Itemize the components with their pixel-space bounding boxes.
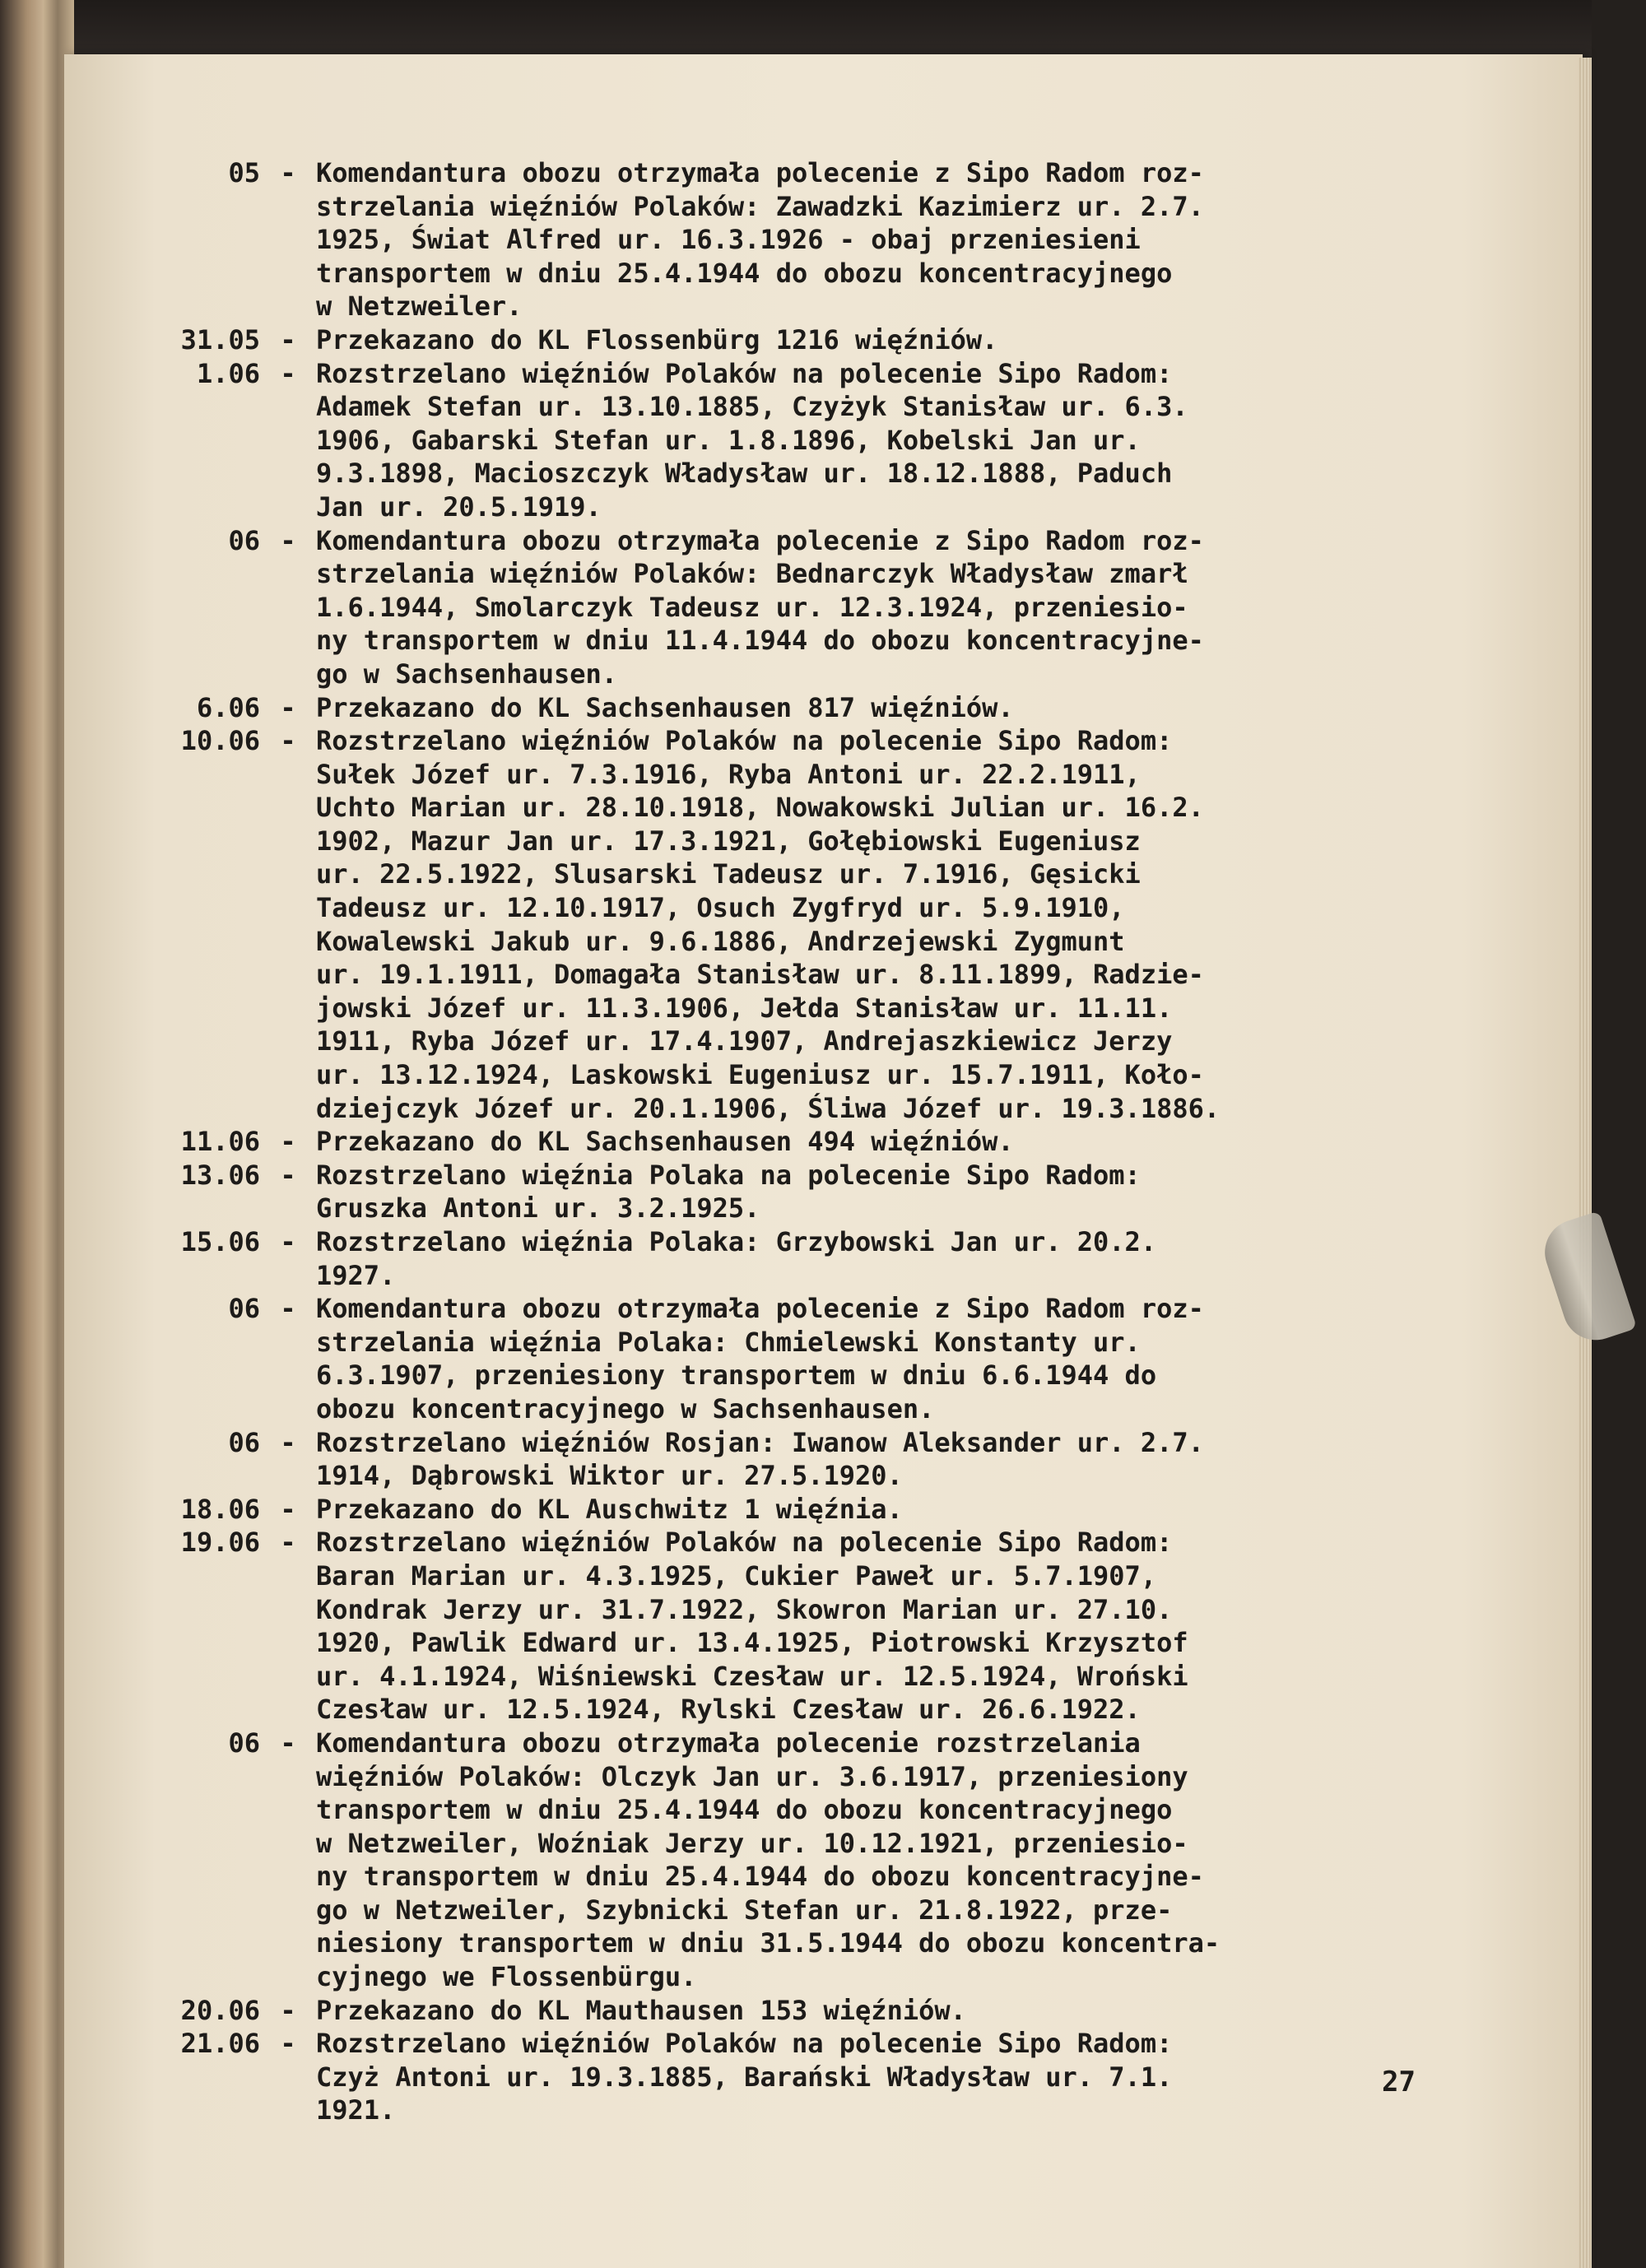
entry-text-line: Czyż Antoni ur. 19.3.1885, Barański Władysław ur. 7.1. (316, 2061, 1173, 2093)
entry-date: 6.06 (196, 691, 260, 723)
entry-dash: - (280, 524, 296, 556)
entry-text-line: 1921. (316, 2094, 396, 2126)
entry-dash: - (280, 357, 296, 389)
entry-dash: - (280, 2028, 296, 2060)
entry-text-line: Komendantura obozu otrzymała polecenie z Sipo Radom roz- (316, 1293, 1204, 1325)
entry-text-line: Przekazano do KL Auschwitz 1 więźnia. (316, 1493, 903, 1525)
entry-text-line: cyjnego we Flossenbürgu. (316, 1961, 697, 1993)
entry-date: 31.05 (180, 323, 260, 356)
entry-text-line: ur. 22.5.1922, Slusarski Tadeusz ur. 7.1916, Gęsicki (316, 858, 1141, 890)
entry-date: 13.06 (180, 1159, 260, 1191)
entry-dash: - (280, 1493, 296, 1525)
entry-text-line: 1927. (316, 1259, 396, 1291)
entry-date: 06 (228, 1426, 260, 1458)
entry-text-line: go w Netzweiler, Szybnicki Stefan ur. 21.8.1922, prze- (316, 1894, 1173, 1926)
chronology-entry (0, 1159, 1646, 1225)
entry-text-line: Kowalewski Jakub ur. 9.6.1886, Andrzejewski Zygmunt (316, 925, 1125, 957)
scan-background-top (74, 0, 1646, 56)
entry-text (316, 1125, 1411, 1159)
entry-text-line: Przekazano do KL Sachsenhausen 494 więźniów. (316, 1126, 1014, 1158)
entry-text-line: 6.3.1907, przeniesiony transportem w dniu 6.6.1944 do (316, 1359, 1157, 1392)
entry-date: 20.06 (180, 1994, 260, 2026)
entry-text-line: strzelania więźniów Polaków: Bednarczyk Władysław zmarł (316, 558, 1188, 590)
chronology-entry (0, 156, 1646, 323)
entry-text-line: 1902, Mazur Jan ur. 17.3.1921, Gołębiowski Eugeniusz (316, 825, 1141, 857)
entry-date: 05 (228, 157, 260, 188)
entry-dash: - (280, 1226, 296, 1257)
entry-text (316, 2027, 1411, 2127)
entry-text-line: 1.6.1944, Smolarczyk Tadeusz ur. 12.3.1924, przeniesio- (316, 591, 1188, 623)
entry-text-line: Przekazano do KL Flossenbürg 1216 więźniów. (316, 323, 998, 356)
entry-text-line: go w Sachsenhausen. (316, 658, 618, 690)
entry-text-line: Tadeusz ur. 12.10.1917, Osuch Zygfryd ur. 5.9.1910, (316, 892, 1125, 924)
entry-date: 15.06 (180, 1226, 260, 1257)
chronology-entry (0, 1526, 1646, 1727)
entry-text-line: Rozstrzelano więźnia Polaka na polecenie Sipo Radom: (316, 1159, 1141, 1191)
entry-text-line: 1920, Pawlik Edward ur. 13.4.1925, Piotrowski Krzysztof (316, 1627, 1188, 1659)
entry-text-line: Uchto Marian ur. 28.10.1918, Nowakowski Julian ur. 16.2. (316, 792, 1204, 824)
entry-date: 10.06 (180, 725, 260, 757)
entry-text-line: ur. 13.12.1924, Laskowski Eugeniusz ur. 15.7.1911, Koło- (316, 1059, 1204, 1091)
entry-dash: - (280, 1159, 296, 1191)
entry-text-line: Komendantura obozu otrzymała polecenie z Sipo Radom roz- (316, 524, 1204, 556)
entry-dash: - (280, 1994, 296, 2026)
entry-dash: - (280, 323, 296, 356)
chronology-entry (0, 1994, 1646, 2028)
entry-text-line: Adamek Stefan ur. 13.10.1885, Czyżyk Stanisław ur. 6.3. (316, 391, 1188, 423)
chronology-entry (0, 1225, 1646, 1292)
entry-text (316, 323, 1411, 357)
entry-text-line: jowski Józef ur. 11.3.1906, Jełda Stanisław ur. 11.11. (316, 992, 1173, 1024)
chronology-entry (0, 1727, 1646, 1994)
entry-text-line: Czesław ur. 12.5.1924, Rylski Czesław ur. 26.6.1922. (316, 1694, 1141, 1726)
entry-text (316, 724, 1411, 1125)
entry-date: 06 (228, 1727, 260, 1759)
chronology-entry (0, 691, 1646, 725)
entry-text (316, 1225, 1411, 1292)
entry-text-line: dziejczyk Józef ur. 20.1.1906, Śliwa Józef ur. 19.3.1886. (316, 1092, 1221, 1124)
entry-text (316, 156, 1411, 323)
entry-text (316, 1159, 1411, 1225)
entry-text-line: obozu koncentracyjnego w Sachsenhausen. (316, 1392, 935, 1424)
entry-text-line: więźniów Polaków: Olczyk Jan ur. 3.6.1917, przeniesiony (316, 1760, 1188, 1792)
chronology-entry (0, 1426, 1646, 1493)
chronology-entry (0, 1292, 1646, 1425)
entry-dash: - (280, 691, 296, 723)
entry-text-line: Rozstrzelano więźniów Polaków na polecenie Sipo Radom: (316, 357, 1173, 389)
page-number: 27 (1382, 2066, 1416, 2098)
entry-text (316, 1493, 1411, 1527)
chronology-entry (0, 323, 1646, 357)
entry-text-line: transportem w dniu 25.4.1944 do obozu koncentracyjnego (316, 257, 1173, 289)
entry-text (316, 357, 1411, 524)
entry-date: 06 (228, 1293, 260, 1325)
entry-dash: - (280, 157, 296, 188)
entry-dash: - (280, 1426, 296, 1458)
entry-text-line: strzelania więźniów Polaków: Zawadzki Kazimierz ur. 2.7. (316, 190, 1204, 222)
entry-text-line: Rozstrzelano więźniów Polaków na polecenie Sipo Radom: (316, 725, 1173, 757)
chronology-entries (0, 156, 1646, 2127)
entry-text-line: 1906, Gabarski Stefan ur. 1.8.1896, Kobelski Jan ur. (316, 424, 1141, 456)
entry-text-line: Przekazano do KL Mauthausen 153 więźniów. (316, 1994, 966, 2026)
chronology-entry (0, 1125, 1646, 1159)
entry-text-line: ny transportem w dniu 25.4.1944 do obozu koncentracyjne- (316, 1861, 1204, 1893)
entry-text-line: Rozstrzelano więźniów Polaków na polecenie Sipo Radom: (316, 1527, 1173, 1559)
entry-text (316, 1426, 1411, 1493)
entry-text-line: Sułek Józef ur. 7.3.1916, Ryba Antoni ur. 22.2.1911, (316, 758, 1141, 790)
entry-date: 21.06 (180, 2028, 260, 2060)
entry-text-line: 1914, Dąbrowski Wiktor ur. 27.5.1920. (316, 1460, 903, 1492)
chronology-entry (0, 524, 1646, 691)
entry-text (316, 691, 1411, 725)
entry-text-line: strzelania więźnia Polaka: Chmielewski Konstanty ur. (316, 1326, 1141, 1358)
entry-text-line: w Netzweiler. (316, 290, 523, 323)
entry-text-line: 1911, Ryba Józef ur. 17.4.1907, Andrejaszkiewicz Jerzy (316, 1025, 1173, 1057)
entry-text-line: ur. 19.1.1911, Domagała Stanisław ur. 8.11.1899, Radzie- (316, 959, 1204, 991)
entry-text-line: Kondrak Jerzy ur. 31.7.1922, Skowron Marian ur. 27.10. (316, 1593, 1173, 1625)
entry-date: 19.06 (180, 1527, 260, 1559)
entry-date: 06 (228, 524, 260, 556)
entry-text (316, 1526, 1411, 1727)
entry-text-line: Jan ur. 20.5.1919. (316, 490, 602, 523)
entry-dash: - (280, 1293, 296, 1325)
entry-text (316, 1292, 1411, 1425)
entry-date: 18.06 (180, 1493, 260, 1525)
entry-dash: - (280, 1126, 296, 1158)
entry-text-line: Przekazano do KL Sachsenhausen 817 więźniów. (316, 691, 1014, 723)
entry-text-line: Rozstrzelano więźnia Polaka: Grzybowski Jan ur. 20.2. (316, 1226, 1157, 1257)
entry-text-line: Komendantura obozu otrzymała polecenie z Sipo Radom roz- (316, 157, 1204, 188)
entry-text-line: 9.3.1898, Macioszczyk Władysław ur. 18.12.1888, Paduch (316, 458, 1173, 490)
chronology-entry (0, 357, 1646, 524)
entry-date: 1.06 (196, 357, 260, 389)
entry-dash: - (280, 725, 296, 757)
entry-text-line: ny transportem w dniu 11.4.1944 do obozu koncentracyjne- (316, 625, 1204, 657)
entry-text-line: transportem w dniu 25.4.1944 do obozu koncentracyjnego (316, 1794, 1173, 1826)
entry-text-line: Gruszka Antoni ur. 3.2.1925. (316, 1192, 760, 1225)
entry-date: 11.06 (180, 1126, 260, 1158)
entry-text-line: w Netzweiler, Woźniak Jerzy ur. 10.12.1921, przeniesio- (316, 1827, 1188, 1859)
entry-text-line: ur. 4.1.1924, Wiśniewski Czesław ur. 12.5.1924, Wroński (316, 1660, 1188, 1692)
entry-text-line: niesiony transportem w dniu 31.5.1944 do obozu koncentra- (316, 1927, 1221, 1959)
entry-text-line: Rozstrzelano więźniów Rosjan: Iwanow Aleksander ur. 2.7. (316, 1426, 1204, 1458)
chronology-entry (0, 724, 1646, 1125)
entry-dash: - (280, 1527, 296, 1559)
entry-text-line: Rozstrzelano więźniów Polaków na polecenie Sipo Radom: (316, 2028, 1173, 2060)
entry-dash: - (280, 1727, 296, 1759)
entry-text (316, 524, 1411, 691)
chronology-entry (0, 1493, 1646, 1527)
entry-text-line: Baran Marian ur. 4.3.1925, Cukier Paweł ur. 5.7.1907, (316, 1559, 1157, 1592)
entry-text (316, 1994, 1411, 2028)
entry-text-line: Komendantura obozu otrzymała polecenie rozstrzelania (316, 1727, 1141, 1759)
entry-text (316, 1727, 1411, 1994)
entry-text-line: 1925, Świat Alfred ur. 16.3.1926 - obaj przeniesieni (316, 224, 1141, 256)
